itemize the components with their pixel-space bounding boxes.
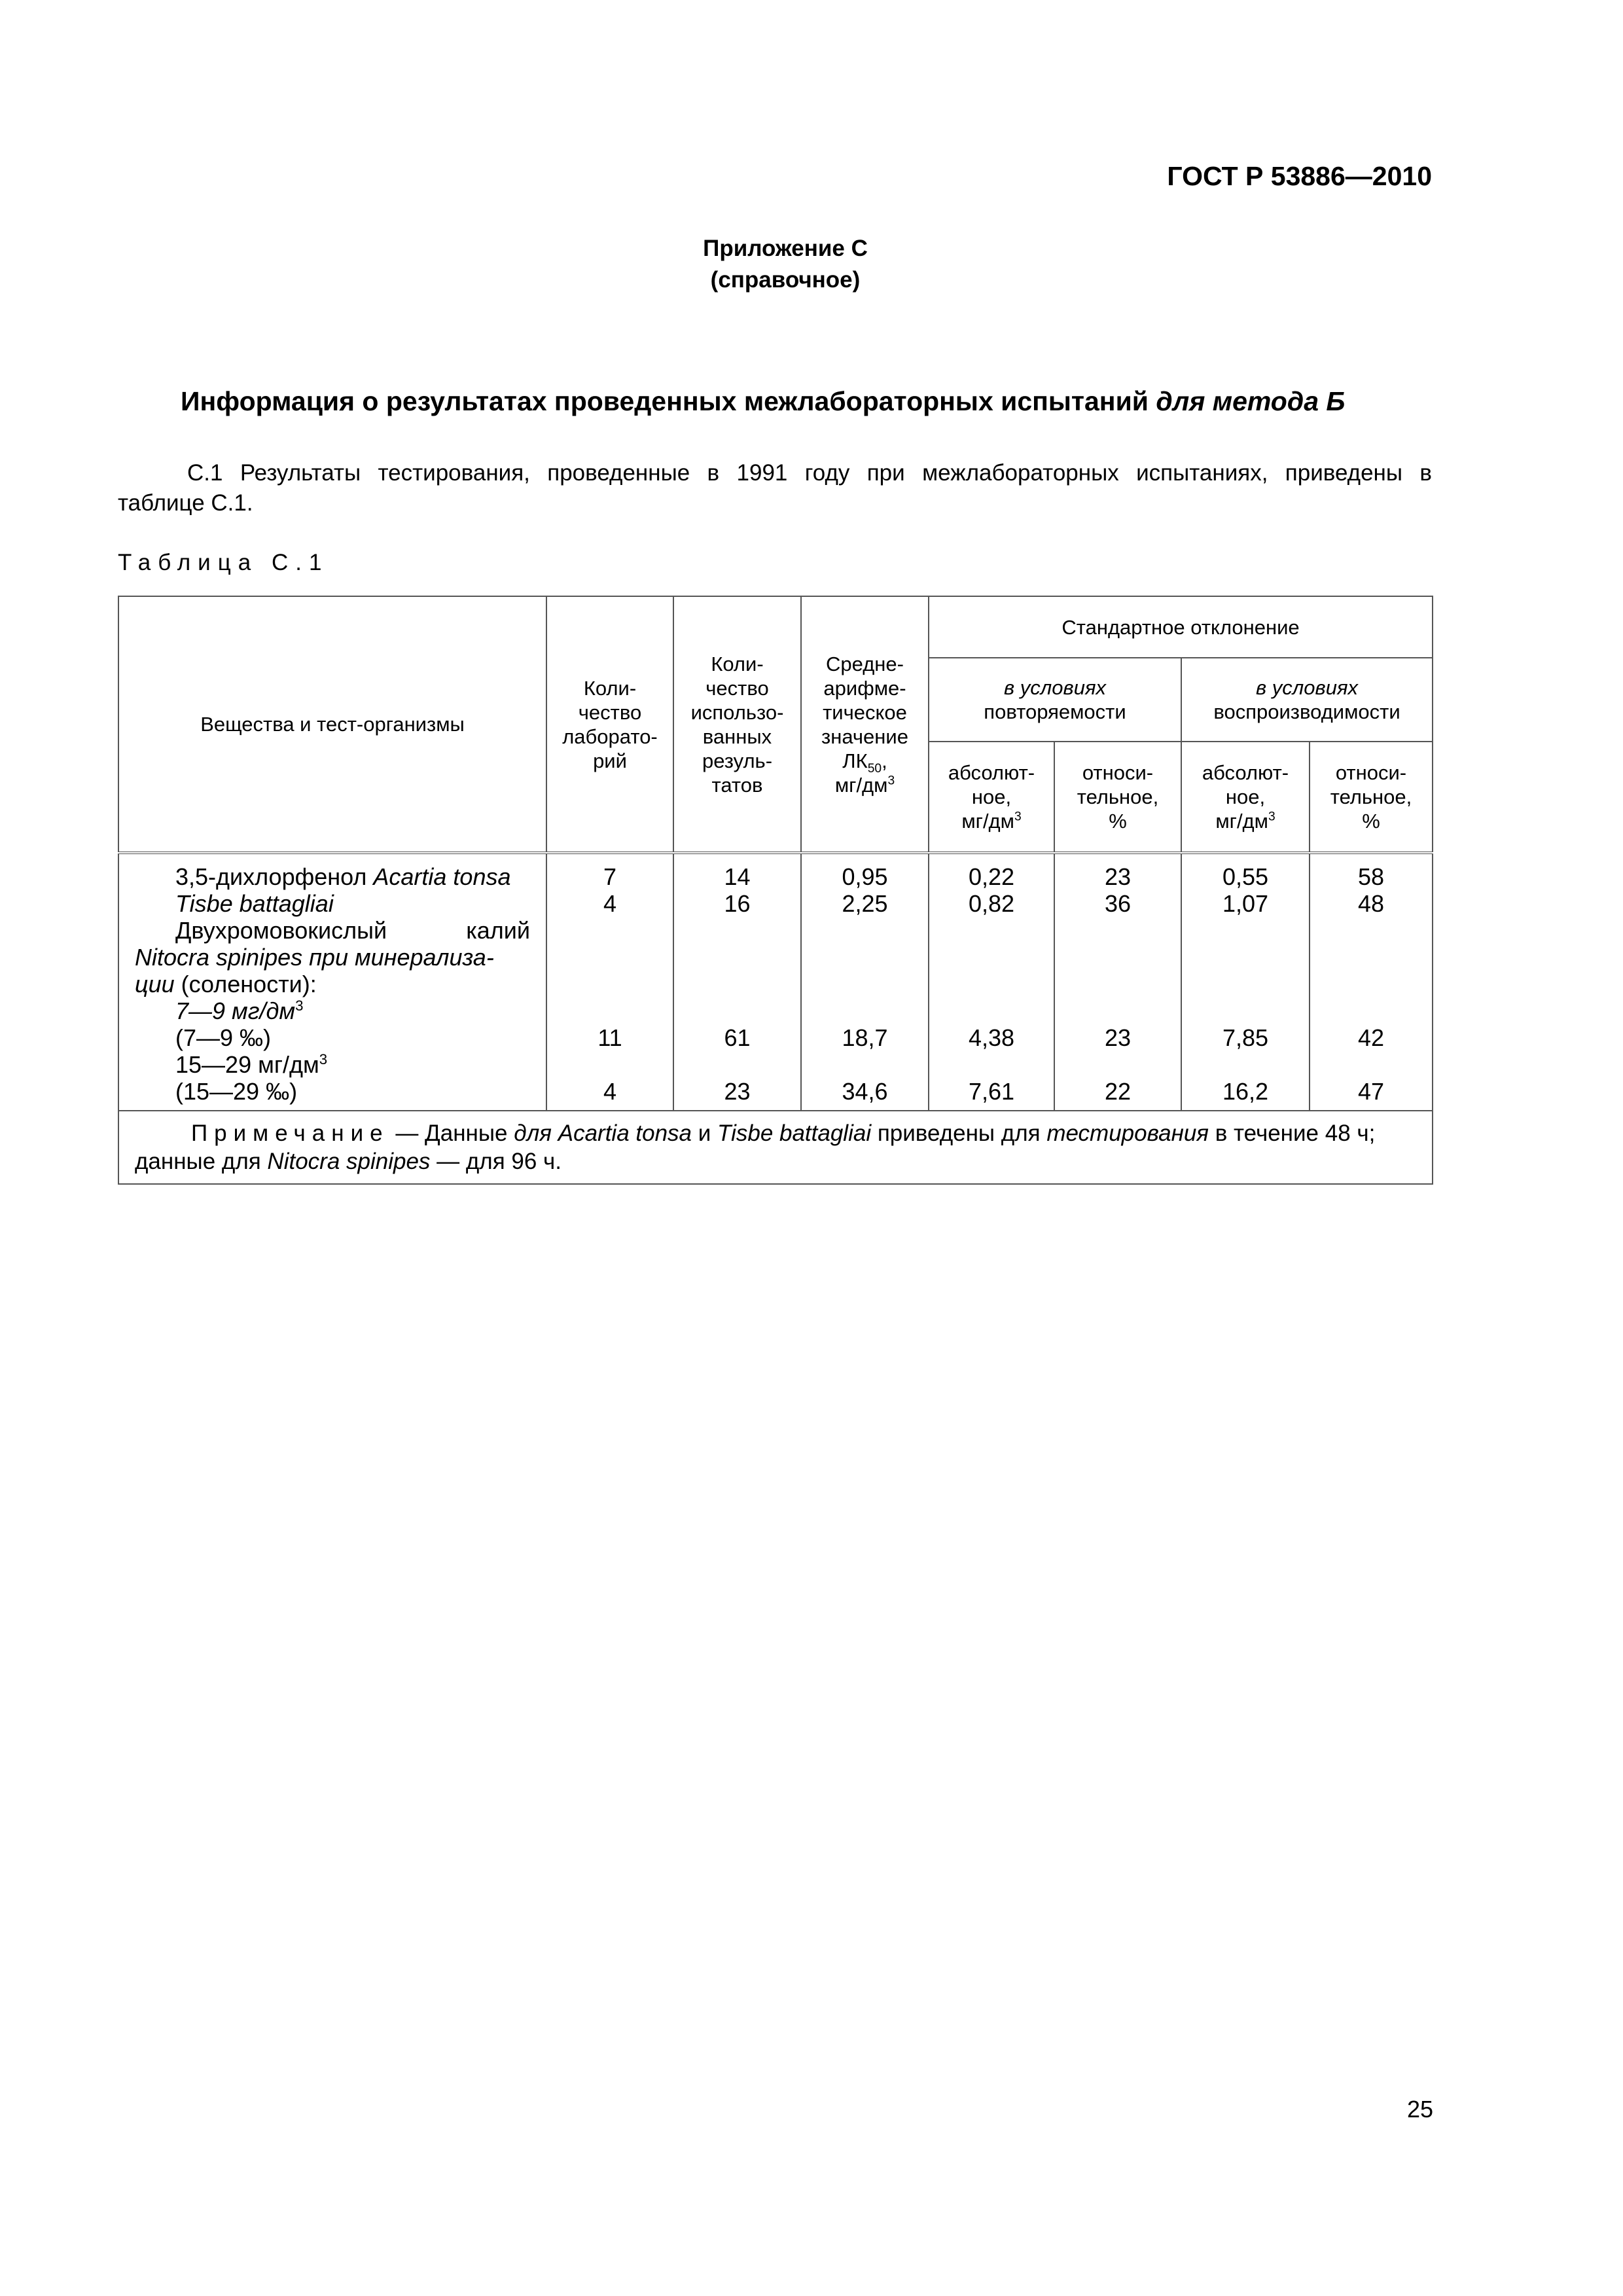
header-repeatability: в условиях повторяемости: [929, 658, 1181, 742]
intro-line-1: С.1 Результаты тестирования, проведенные в 1991 году при межлабораторных испытаниях, приведены в: [187, 460, 1432, 486]
appendix-label: Приложение С: [703, 236, 868, 261]
header-std-dev: Стандартное отклонение: [929, 596, 1433, 658]
page-title: Информация о результатах проведенных межлабораторных испытаний для метода Б: [181, 386, 1346, 416]
labs-column: 7 4 11 4: [546, 853, 673, 1111]
table-caption: Таблица С.1: [118, 550, 329, 575]
intro-paragraph: [118, 458, 1432, 518]
mean-column: 0,95 2,25 18,7 34,6: [801, 853, 929, 1111]
rep-rel-column: 23 36 23 22: [1054, 853, 1181, 1111]
header-mean: Средне- арифме- тическое значение $ЛК_{50}$, $мг/дм^3$: [801, 596, 929, 853]
intro-line-2: таблице С.1.: [118, 490, 253, 516]
repr-abs-column: 0,55 1,07 7,85 16,2: [1181, 853, 1310, 1111]
header-rep-rel: относи- тельное, %: [1054, 742, 1181, 853]
header-repr-rel: относи- тельное, %: [1310, 742, 1433, 853]
results-table: [118, 596, 1433, 1185]
page-number: 25: [1406, 2096, 1433, 2123]
header-results: Коли- чество использо- ванных резуль- татов: [673, 596, 801, 853]
results-column: 14 16 61 23: [673, 853, 801, 1111]
header-reproducibility: в условиях воспроизводимости: [1181, 658, 1433, 742]
header-substances: Вещества и тест-организмы: [118, 596, 546, 853]
document-number: ГОСТ Р 53886—2010: [1167, 161, 1432, 191]
appendix-type: (справочное): [710, 267, 861, 293]
rep-abs-column: 0,22 0,82 4,38 7,61: [929, 853, 1054, 1111]
substances-cell: 3,5-дихлорфенол Acartia tonsa Tisbe battagliai Двухромовокислый калий Nitocra spinipes при минерализа- ции (солености): 7—9 $мг/дм^3$ (7—9 ‰) 15—29 $мг/дм^3$ (15—29 ‰): [118, 853, 546, 1111]
header-rep-abs: абсолют- ное, $мг/дм^3$: [929, 742, 1054, 853]
header-labs: Коли- чество лаборато- рий: [546, 596, 673, 853]
table-note: Примечание — Данные для Acartia tonsa и Tisbe battagliai приведены для тестирования в течение 48 ч; данные для Nitocra spinipes — для 96 ч.: [118, 1111, 1433, 1184]
repr-rel-column: 58 48 42 47: [1310, 853, 1433, 1111]
header-repr-abs: абсолют- ное, $мг/дм^3$: [1181, 742, 1310, 853]
